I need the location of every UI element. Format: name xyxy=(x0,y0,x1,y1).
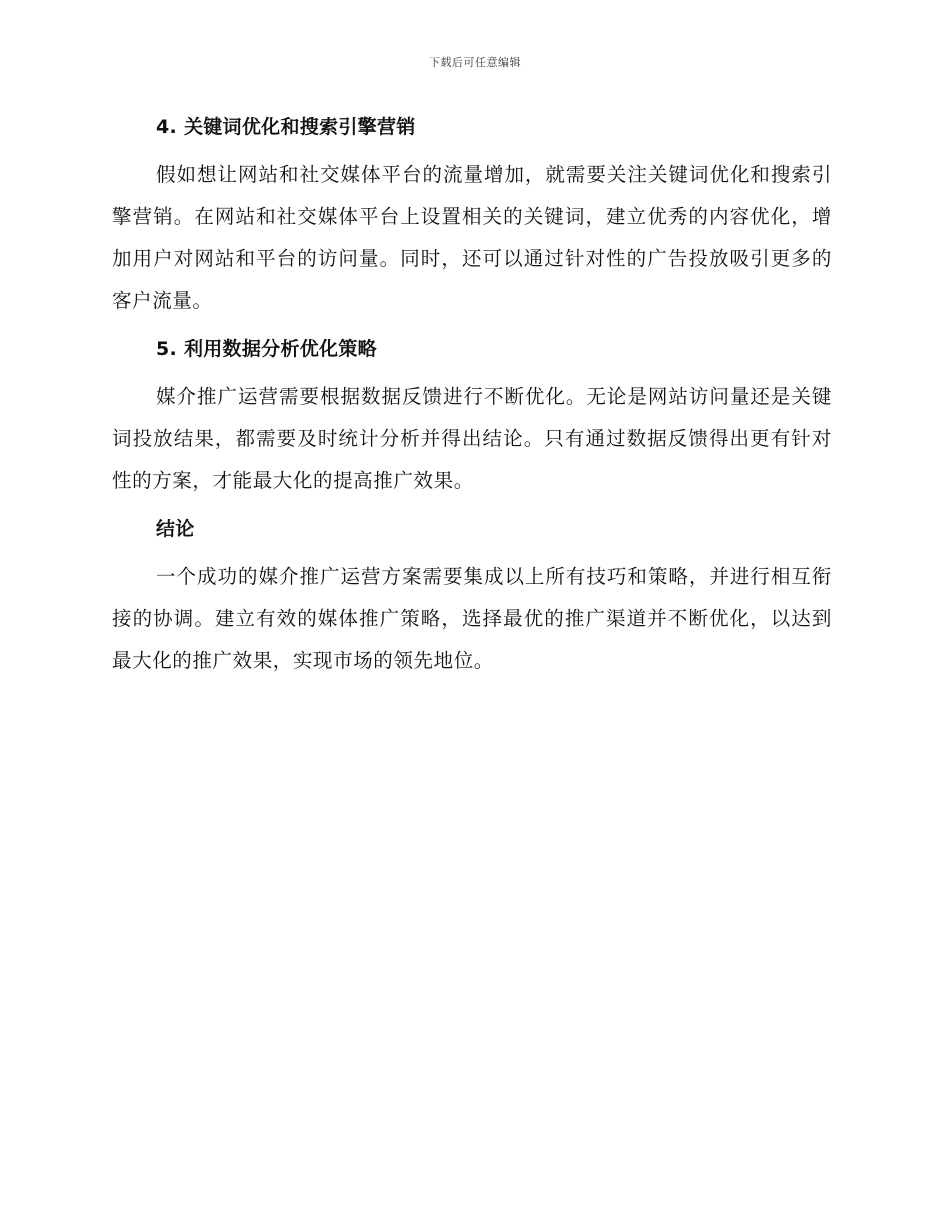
section-heading-data-analysis: 5. 利用数据分析优化策略 xyxy=(156,338,377,360)
page-header: 下载后可任意编辑 xyxy=(429,56,521,69)
section-paragraph-data-analysis: 媒介推广运营需要根据数据反馈进行不断优化。无论是网站访问量还是关键词投放结果，都需要及时统计分析并得出结论。只有通过数据反馈得出更有针对性的方案，才能最大化的提高推广效果。 xyxy=(112,385,832,492)
section-heading-keyword-optimization: 4. 关键词优化和搜索引擎营销 xyxy=(156,116,416,138)
section-paragraph-conclusion: 一个成功的媒介推广运营方案需要集成以上所有技巧和策略，并进行相互衔接的协调。建立有效的媒体推广策略，选择最优的推广渠道并不断优化，以达到最大化的推广效果，实现市场的领先地位。 xyxy=(112,565,832,672)
document-body xyxy=(112,110,832,692)
section-paragraph-keyword-optimization: 假如想让网站和社交媒体平台的流量增加，就需要关注关键词优化和搜索引擎营销。在网站和社交媒体平台上设置相关的关键词，建立优秀的内容优化，增加用户对网站和平台的访问量。同时，还可以通过针对性的广告投放吸引更多的客户流量。 xyxy=(112,163,832,312)
section-heading-conclusion: 结论 xyxy=(156,518,195,540)
